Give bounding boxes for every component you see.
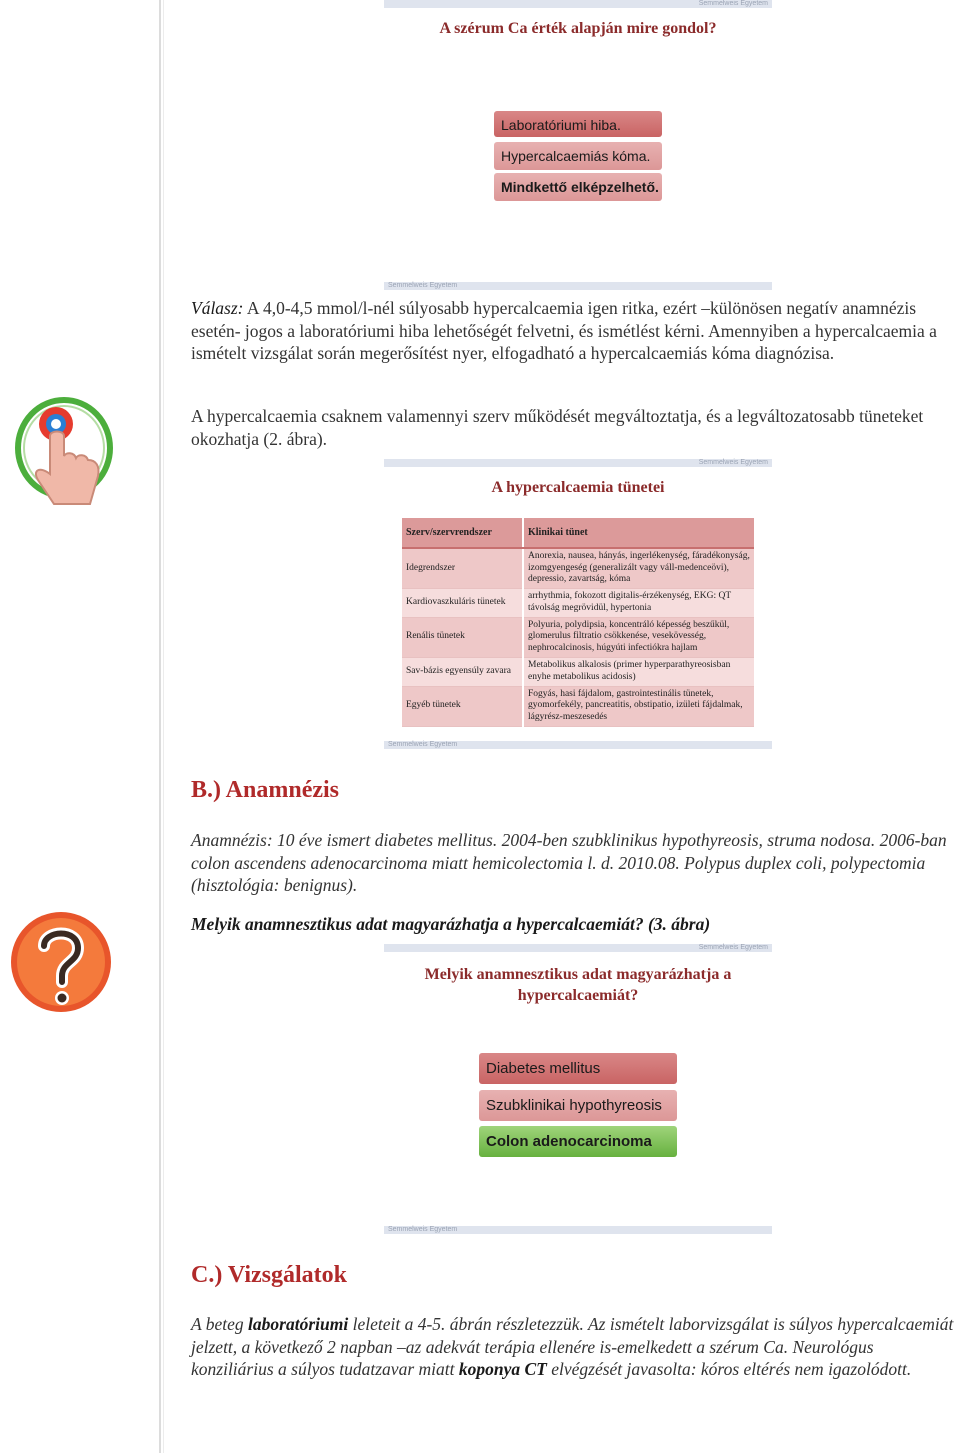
table-cell-organ: Renális tünetek bbox=[402, 617, 523, 657]
slide-footer bbox=[384, 1226, 772, 1234]
exam-text: leleteit a 4-5. ábrán részletezzük. Az ismételt laborvizsgálat is súlyos hypercalcaemiát jelzett, a következő 2 napban –az adekvát terápia ellenére is-emelkedett a szérum Ca. Neurológus konziliárius a súlyos tudatzavar miatt bbox=[191, 1314, 954, 1379]
table-header: Szerv/szervrendszer bbox=[402, 518, 523, 548]
table-row bbox=[402, 588, 754, 617]
slide-brand: Semmelweis Egyetem bbox=[388, 741, 458, 748]
option-diabetes[interactable]: Diabetes mellitus bbox=[479, 1053, 677, 1084]
slide-title: A szérum Ca érték alapján mire gondol? bbox=[439, 20, 717, 37]
slide-header-bar bbox=[384, 944, 772, 952]
table-row bbox=[402, 548, 754, 588]
symptoms-table bbox=[402, 518, 754, 727]
option-colon-adenocarcinoma[interactable]: Colon adenocarcinoma bbox=[479, 1126, 677, 1157]
option-hypercalcaemic-coma[interactable]: Hypercalcaemiás kóma. bbox=[494, 142, 662, 170]
section-heading-b: B.) Anamnézis bbox=[191, 777, 340, 803]
section-heading-c: C.) Vizsgálatok bbox=[191, 1262, 347, 1288]
table-cell-organ: Egyéb tünetek bbox=[402, 686, 523, 726]
exam-bold: laboratóriumi bbox=[248, 1314, 349, 1334]
option-both[interactable]: Mindkettő elképzelhető. bbox=[494, 173, 662, 201]
margin-line-inner bbox=[163, 0, 164, 1453]
margin-line bbox=[159, 0, 161, 1453]
table-cell-symptom: Fogyás, hasi fájdalom, gastrointestinális tünetek, gyomorfekély, pancreatitis, obstipatio, izületi fájdalmak, lágyrész-meszesedés bbox=[523, 686, 754, 726]
exam-text: elvégzését javasolta: kóros eltérés nem igazolódott. bbox=[546, 1359, 912, 1379]
table-row bbox=[402, 686, 754, 726]
answer-text: A 4,0-4,5 mmol/l-nél súlyosabb hypercalcaemia igen ritka, ezért –különösen negatív anamnézis esetén- jogos a laboratóriumi hiba lehetőségét felvetni, és ismétlést kérni. Amennyiben a hypercalcaemia a ismételt vizsgálat során megerősítést nyer, elfogadható a hypercalcaemiás kóma diagnózisa. bbox=[191, 298, 937, 363]
slide-title: A hypercalcaemia tünetei bbox=[491, 479, 665, 496]
answer-paragraph-2: A hypercalcaemia csaknem valamennyi szerv működését megváltoztatja, és a legváltozatosabb tüneteket okozhatja (2. ábra). bbox=[191, 406, 924, 449]
answer-label: Válasz: bbox=[191, 298, 244, 318]
slide-title-line: hypercalcaemiát? bbox=[517, 987, 639, 1004]
question-mark-icon bbox=[6, 906, 116, 1018]
slide-header-bar bbox=[384, 0, 772, 8]
answer-paragraph bbox=[191, 297, 951, 365]
exam-text: A beteg bbox=[191, 1314, 249, 1334]
table-cell-organ: Kardiovaszkuláris tünetek bbox=[402, 588, 523, 617]
table-row bbox=[402, 617, 754, 657]
anamnesis-paragraph: Anamnézis: 10 éve ismert diabetes mellitus. 2004-ben szubklinikus hypothyreosis, struma nodosa. 2006-ban colon ascendens adenocarcinoma miatt hemicolectomia l. d. 2010.08. Polypus duplex coli, polypectomia (hisztológia: benignus). bbox=[191, 830, 947, 895]
slide-brand: Semmelweis Egyetem bbox=[698, 0, 768, 7]
slide-title bbox=[384, 964, 772, 1006]
touch-hand-icon bbox=[6, 396, 116, 508]
slide-anamnesis-question bbox=[384, 944, 772, 1006]
table-header: Klinikai tünet bbox=[523, 518, 754, 548]
slide-symptoms bbox=[384, 459, 772, 497]
option-hypothyreosis[interactable]: Szubklinikai hypothyreosis bbox=[479, 1090, 677, 1121]
table-cell-symptom: Metabolikus alkalosis (primer hyperparathyreosisban enyhe metabolikus acidosis) bbox=[523, 657, 754, 686]
slide-brand: Semmelweis Egyetem bbox=[388, 282, 458, 289]
table-cell-organ: Sav-bázis egyensúly zavara bbox=[402, 657, 523, 686]
slide-brand: Semmelweis Egyetem bbox=[388, 1226, 458, 1233]
question-paragraph: Melyik anamnesztikus adat magyarázhatja a hypercalcaemiát? (3. ábra) bbox=[191, 914, 711, 934]
slide-footer bbox=[384, 282, 772, 290]
table-header-row bbox=[402, 518, 754, 548]
table-cell-organ: Idegrendszer bbox=[402, 548, 523, 588]
option-lab-error[interactable]: Laboratóriumi hiba. bbox=[494, 111, 662, 137]
slide-brand: Semmelweis Egyetem bbox=[698, 459, 768, 466]
exam-paragraph bbox=[191, 1313, 957, 1381]
table-cell-symptom: Polyuria, polydipsia, koncentráló képesség beszűkül, glomerulus filtratio csökkenése, vesekövesség, nephrocalcinosis, húgyúti infectiókra hajlam bbox=[523, 617, 754, 657]
table-row bbox=[402, 657, 754, 686]
table-cell-symptom: Anorexia, nausea, hányás, ingerlékenység, fáradékonyság, izomgyengeség (generalizált vagy váll-medenceövi), depressio, zavartság, kóma bbox=[523, 548, 754, 588]
slide-brand: Semmelweis Egyetem bbox=[698, 944, 768, 951]
table-cell-symptom: arrhythmia, fokozott digitalis-érzékenység, EKG: QT távolság megrövidül, hypertonia bbox=[523, 588, 754, 617]
slide-footer bbox=[384, 741, 772, 749]
slide-header-bar bbox=[384, 459, 772, 467]
exam-bold: koponya CT bbox=[458, 1359, 547, 1379]
slide-calcium-question bbox=[384, 0, 772, 38]
slide-title-line: Melyik anamnesztikus adat magyarázhatja a bbox=[424, 966, 732, 983]
